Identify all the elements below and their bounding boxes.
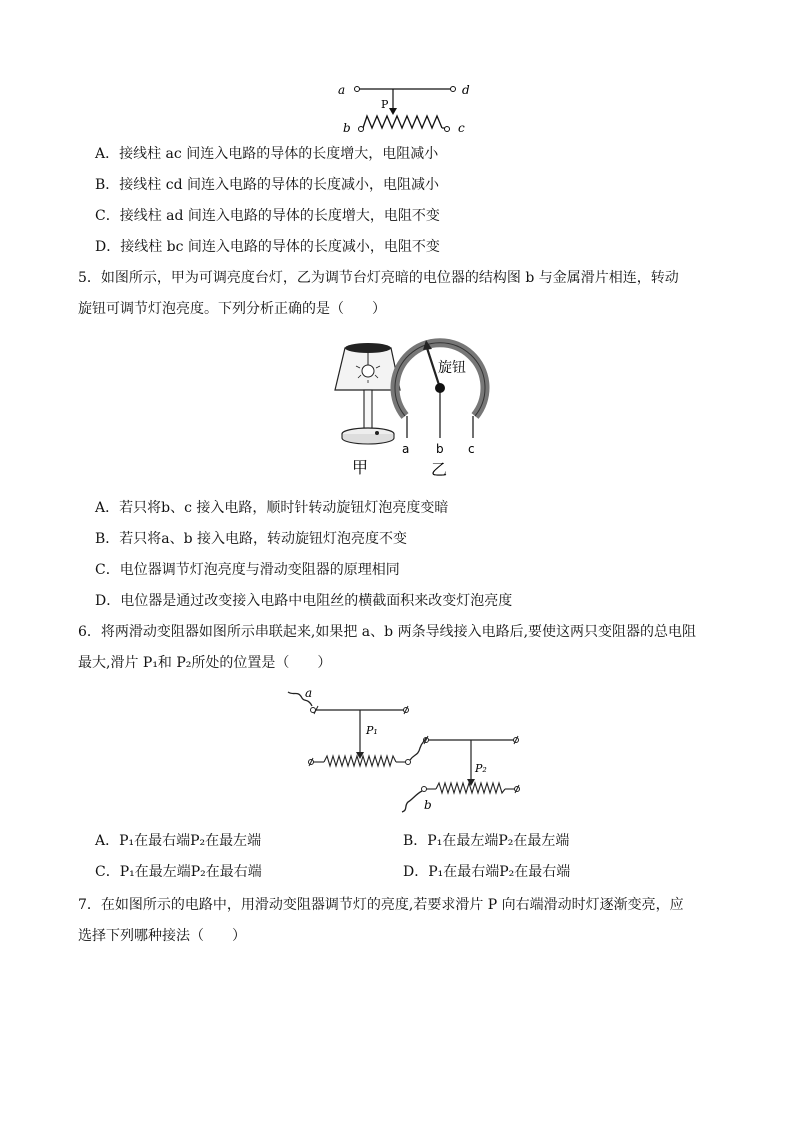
q6-option-b: B．P₁在最左端P₂在最左端 — [403, 833, 570, 849]
terminal-b-label: b — [343, 121, 351, 135]
label-yi: 乙 — [431, 460, 448, 479]
q4-option-d: D．接线柱 bc 间连入电路的导体的长度减小，电阻不变 — [95, 239, 440, 255]
q7-stem-line2: 选择下列哪种接法（ ） — [78, 928, 246, 944]
q5-stem-line2: 旋钮可调节灯泡亮度。下列分析正确的是（ ） — [78, 301, 386, 317]
q4-option-a: A．接线柱 ac 间连入电路的导体的长度增大，电阻减小 — [95, 146, 439, 162]
q5-option-a: A．若只将b、c 接入电路，顺时针转动旋钮灯泡亮度变暗 — [95, 500, 449, 516]
rheostat-figure — [335, 78, 475, 136]
q5-option-d: D．电位器是通过改变接入电路中电阻丝的横截面积来改变灯泡亮度 — [95, 593, 513, 609]
q4-option-c: C．接线柱 ad 间连入电路的导体的长度增大，电阻不变 — [95, 208, 440, 224]
q5-option-c: C．电位器调节灯泡亮度与滑动变阻器的原理相同 — [95, 562, 400, 578]
q5-option-b: B．若只将a、b 接入电路，转动旋钮灯泡亮度不变 — [95, 531, 408, 547]
slider-p1-label: P₁ — [366, 724, 378, 737]
slider-p-label: P — [381, 98, 389, 111]
q7-stem-line1: 7．在如图所示的电路中，用滑动变阻器调节灯的亮度,若要求滑片 P 向右端滑动时灯逐渐变亮，应 — [78, 897, 684, 913]
lamp-potentiometer-figure — [325, 338, 495, 483]
desk-lamp-icon — [335, 343, 400, 444]
two-rheostats-figure — [284, 684, 534, 819]
terminal-b-label: b — [436, 442, 444, 456]
slider-p2-label: P₂ — [475, 762, 487, 775]
terminal-d-label: d — [462, 83, 470, 97]
q5-stem-line1: 5．如图所示，甲为可调亮度台灯，乙为调节台灯亮暗的电位器的结构图 b 与金属滑片相连，转动 — [78, 270, 679, 286]
q6-option-a: A．P₁在最右端P₂在最左端 — [95, 833, 262, 849]
q4-option-b: B．接线柱 cd 间连入电路的导体的长度减小，电阻减小 — [95, 177, 439, 193]
terminal-a-label: a — [402, 442, 410, 456]
potentiometer-diagram — [395, 340, 485, 438]
terminal-c-label: c — [458, 121, 465, 135]
terminal-c-label: c — [468, 442, 475, 456]
q6-option-c: C．P₁在最左端P₂在最右端 — [95, 864, 262, 880]
wire-b-label: b — [424, 798, 432, 812]
q6-stem-line2: 最大,滑片 P₁和 P₂所处的位置是（ ） — [78, 655, 332, 671]
terminal-a-label: a — [338, 83, 346, 97]
label-jia: 甲 — [352, 458, 369, 477]
q6-stem-line1: 6．将两滑动变阻器如图所示串联起来,如果把 a、b 两条导线接入电路后,要使这两只变阻器的总电阻 — [78, 624, 697, 640]
knob-label: 旋钮 — [438, 360, 466, 376]
q6-option-d: D．P₁在最右端P₂在最右端 — [403, 864, 571, 880]
wire-a-label: a — [305, 686, 313, 700]
